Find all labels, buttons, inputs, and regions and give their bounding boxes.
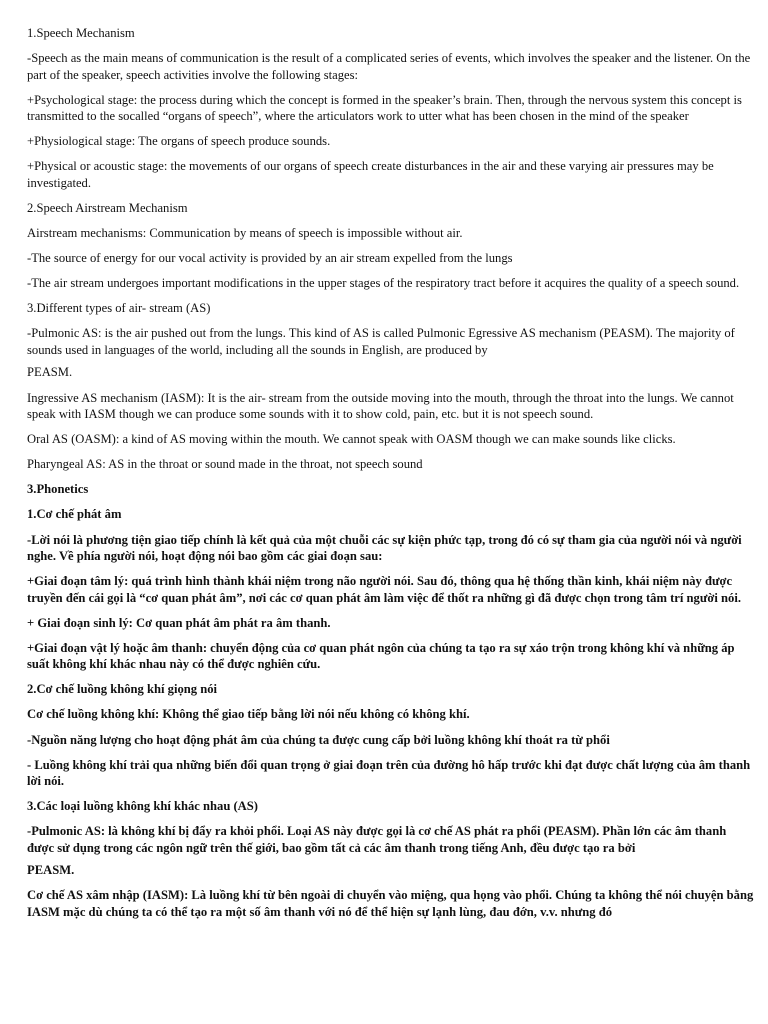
paragraph-air-modifications: -The air stream undergoes important modifications in the upper stages of the respiratory tract before it acquires the quality of a speech sound. — [27, 276, 740, 291]
vi-paragraph-acoustic-stage: +Giai đoạn vật lý hoặc âm thanh: chuyển động của cơ quan phát ngôn của chúng ta tạo ra sự xáo trộn trong không khí và những áp suất không khí khác nhau này có thể được nghiên cứu. — [27, 640, 735, 672]
heading-air-stream-types: 3.Different types of air- stream (AS) — [27, 301, 211, 316]
vi-paragraph-peasm: PEASM. — [27, 863, 75, 878]
paragraph-pharyngeal: Pharyngeal AS: AS in the throat or sound made in the throat, not speech sound — [27, 457, 423, 472]
heading-airstream-mechanism: 2.Speech Airstream Mechanism — [27, 200, 188, 215]
paragraph-oral: Oral AS (OASM): a kind of AS moving within the mouth. We cannot speak with OASM though we can make sounds like clicks. — [27, 432, 676, 447]
paragraph-ingressive: Ingressive AS mechanism (IASM): It is the air- stream from the outside moving into the mouth, through the throat into the lungs. We cannot speak with IASM though we can produce some sounds with it to show cold, pain, etc. but it is not speech sound. — [27, 390, 734, 422]
vietnamese-section — [27, 506, 755, 920]
vi-heading-speech-mechanism: 1.Cơ chế phát âm — [27, 507, 122, 522]
paragraph-psychological-stage: +Psychological stage: the process during which the concept is formed in the speaker’s brain. Then, through the nervous system this concept is transmitted to the socalled “organs of speech”, where the articulators work to utter what has been chosen in the mind of the speaker — [27, 92, 742, 124]
vi-paragraph-speech-intro: -Lời nói là phương tiện giao tiếp chính là kết quả của một chuỗi các sự kiện phức tạp, trong đó có sự tham gia của người nói và người nghe. Về phía người nói, hoạt động nói bao gồm các giai đoạn sau: — [27, 532, 742, 563]
vi-paragraph-airstream-definition: Cơ chế luồng không khí: Không thể giao tiếp bằng lời nói nếu không có không khí. — [27, 707, 470, 722]
paragraph-speech-intro: -Speech as the main means of communication is the result of a complicated series of events, which involves the speaker and the listener. On the part of the speaker, speech activities involve the following stages: — [27, 51, 751, 82]
vi-paragraph-energy-source: -Nguồn năng lượng cho hoạt động phát âm của chúng ta được cung cấp bởi luồng không khí thoát ra từ phổi — [27, 732, 610, 747]
vi-heading-air-stream-types: 3.Các loại luồng không khí khác nhau (AS) — [27, 799, 258, 814]
vi-paragraph-psychological-stage: +Giai đoạn tâm lý: quá trình hình thành khái niệm trong não người nói. Sau đó, thông qua hệ thống thần kinh, khái niệm này được truyền đến cái gọi là “cơ quan phát âm”, nơi các cơ quan phát âm làm việc để thốt ra những gì đã được chọn trong tâm trí người nói. — [27, 574, 741, 605]
heading-speech-mechanism: 1.Speech Mechanism — [27, 26, 135, 40]
vi-paragraph-pulmonic: -Pulmonic AS: là không khí bị đẩy ra khỏi phổi. Loại AS này được gọi là cơ chế AS phát ra phổi (PEASM). Phần lớn các âm thanh được sử dụng trong các ngôn ngữ trên thế giới, bao gồm tất cả các âm thanh trong tiếng Anh, đều được tạo ra bởi — [27, 824, 727, 855]
paragraph-acoustic-stage: +Physical or acoustic stage: the movements of our organs of speech create disturbances in the air and these varying air pressures may be investigated. — [27, 159, 714, 190]
vi-paragraph-physiological-stage: + Giai đoạn sinh lý: Cơ quan phát âm phát ra âm thanh. — [27, 615, 331, 630]
vi-paragraph-air-modifications: - Luồng không khí trải qua những biến đổi quan trọng ở giai đoạn trên của đường hô hấp trước khi đạt được chất lượng của âm thanh lời nói. — [27, 757, 751, 789]
vi-paragraph-ingressive: Cơ chế AS xâm nhập (IASM): Là luồng khí từ bên ngoài di chuyển vào miệng, qua họng vào phổi. Chúng ta không thể nói chuyện bằng IASM mặc dù chúng ta có thể tạo ra một số âm thanh với nó để thể hiện sự lạnh lùng, đau đớn, v.v. nhưng đó — [27, 888, 754, 919]
paragraph-peasm: PEASM. — [27, 365, 73, 380]
vi-heading-airstream-mechanism: 2.Cơ chế luồng không khí giọng nói — [27, 682, 217, 697]
heading-phonetics: 3.Phonetics — [27, 482, 89, 497]
paragraph-physiological-stage: +Physiological stage: The organs of speech produce sounds. — [27, 134, 331, 149]
document-page — [27, 25, 755, 929]
english-section — [27, 25, 755, 498]
paragraph-pulmonic: -Pulmonic AS: is the air pushed out from the lungs. This kind of AS is called Pulmonic Egressive AS mechanism (PEASM). The majority of sounds used in languages of the world, including all the sounds in English, are produced by — [27, 326, 735, 357]
paragraph-airstream-definition: Airstream mechanisms: Communication by means of speech is impossible without air. — [27, 226, 463, 241]
paragraph-energy-source: -The source of energy for our vocal activity is provided by an air stream expelled from the lungs — [27, 251, 513, 266]
